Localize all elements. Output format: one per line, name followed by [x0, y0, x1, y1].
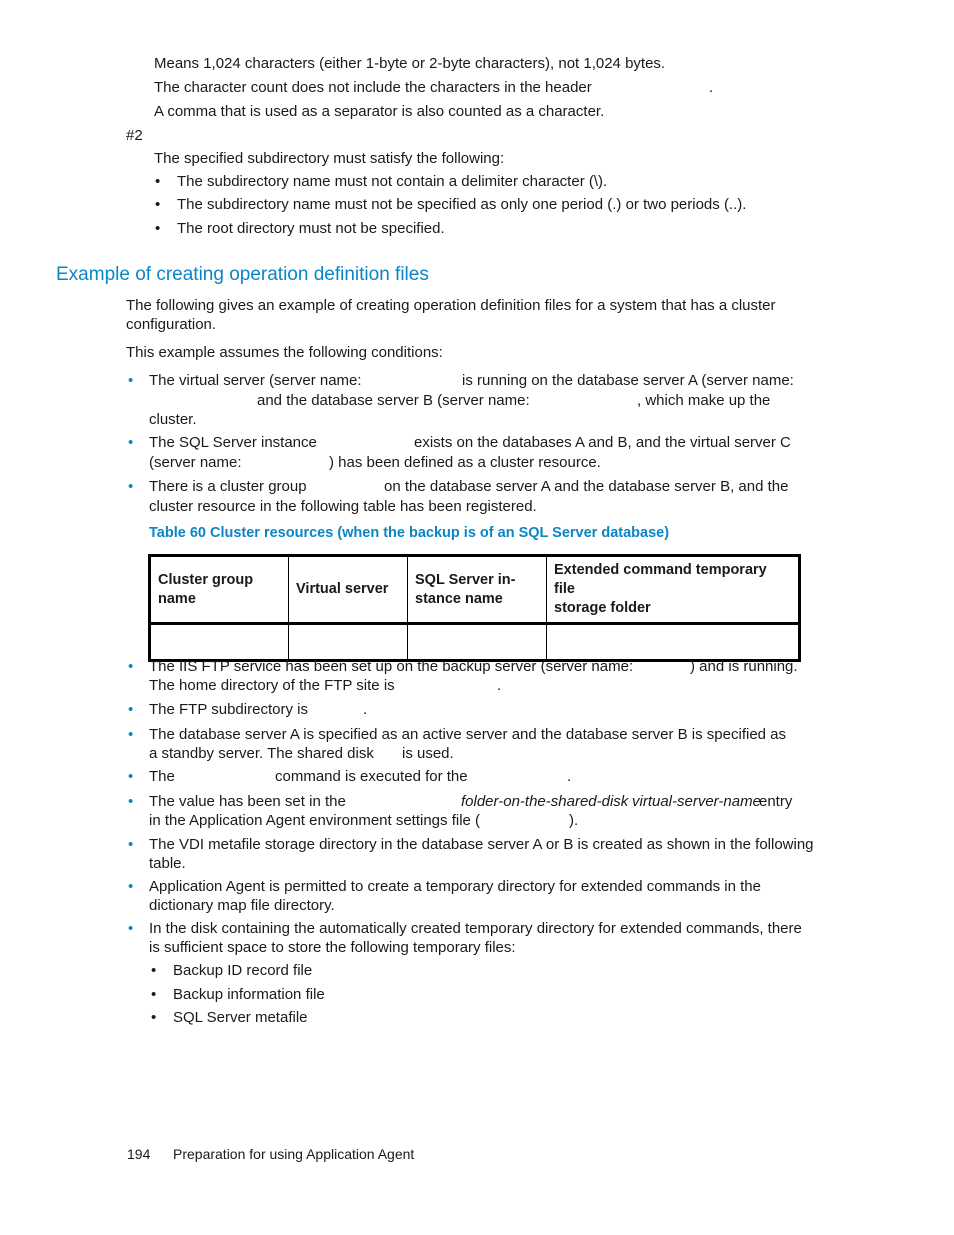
condition-text: The SQL Server instance — [149, 434, 317, 451]
note-label: #2 — [126, 127, 143, 144]
bullet-icon: • — [128, 434, 134, 451]
condition-text: Application Agent is permitted to create a temporary directory for extended commands in the — [149, 878, 761, 895]
table-cell — [289, 624, 408, 661]
table-header-row — [150, 556, 800, 624]
table-cell — [547, 624, 800, 661]
section-heading: Example of creating operation definition files — [56, 264, 429, 285]
footer-title: Preparation for using Application Agent — [173, 1146, 415, 1162]
text-line: The specified subdirectory must satisfy the following: — [154, 150, 505, 167]
column-header: Virtual server — [289, 556, 408, 624]
column-header: SQL Server in- stance name — [408, 556, 547, 624]
condition-text: The — [149, 768, 175, 785]
condition-text: . — [497, 677, 502, 694]
condition-text: in the Application Agent environment settings file ( — [149, 812, 481, 829]
condition-text: The FTP subdirectory is — [149, 701, 308, 718]
condition-text: The database server A is specified as an active server and the database server B is specified as — [149, 726, 787, 743]
condition-text: exists on the databases A and B, and the virtual server C — [414, 434, 791, 451]
condition-text: cluster resource in the following table has been registered. — [149, 498, 537, 515]
bullet-icon: • — [155, 173, 161, 190]
paragraph-line: configuration. — [126, 316, 217, 333]
condition-text: The value has been set in the — [149, 793, 346, 810]
condition-text: command is executed for the — [275, 768, 468, 785]
condition-text: The IIS FTP service has been set up on the backup server (server name: — [149, 658, 634, 675]
list-item: SQL Server metafile — [173, 1009, 308, 1026]
text-fragment: . — [709, 79, 714, 96]
bullet-icon: • — [128, 658, 134, 675]
condition-text: ) has been defined as a cluster resource. — [329, 454, 601, 471]
bullet-icon: • — [155, 196, 161, 213]
list-item: The subdirectory name must not contain a delimiter character (\). — [177, 173, 608, 190]
condition-text: The virtual server (server name: — [149, 372, 362, 389]
text-line: Means 1,024 characters (either 1-byte or 2-byte characters), not 1,024 bytes. — [154, 55, 666, 72]
text-line: A comma that is used as a separator is also counted as a character. — [154, 103, 605, 120]
condition-text: ) and is running. — [690, 658, 798, 675]
table-cell — [150, 624, 289, 661]
condition-text: The VDI metafile storage directory in the database server A or B is created as shown in the following — [149, 836, 814, 853]
list-item: Backup information file — [173, 986, 325, 1003]
list-item: The root directory must not be specified. — [177, 220, 445, 237]
condition-text: a standby server. The shared disk — [149, 745, 374, 762]
condition-text: table. — [149, 855, 186, 872]
condition-text: The home directory of the FTP site is — [149, 677, 395, 694]
condition-text: cluster. — [149, 411, 197, 428]
list-item: The subdirectory name must not be specified as only one period (.) or two periods (..). — [177, 196, 747, 213]
page-number: 194 — [127, 1146, 151, 1162]
bullet-icon: • — [128, 920, 134, 937]
bullet-icon: • — [151, 1009, 157, 1026]
paragraph-line: The following gives an example of creating operation definition files for a system that has a cluster — [126, 297, 776, 314]
condition-text: entry — [759, 793, 793, 810]
condition-text: . — [363, 701, 368, 718]
text-line: The character count does not include the characters in the header — [154, 79, 592, 96]
bullet-icon: • — [128, 793, 134, 810]
paragraph-line: This example assumes the following conditions: — [126, 344, 443, 361]
bullet-icon: • — [128, 836, 134, 853]
bullet-icon: • — [151, 986, 157, 1003]
bullet-icon: • — [128, 701, 134, 718]
bullet-icon: • — [128, 726, 134, 743]
bullet-icon: • — [128, 372, 134, 389]
condition-text: is sufficient space to store the following temporary files: — [149, 939, 516, 956]
column-header: Cluster group name — [150, 556, 289, 624]
table-cell — [408, 624, 547, 661]
condition-text: ). — [569, 812, 579, 829]
condition-text: There is a cluster group — [149, 478, 307, 495]
condition-text: , which make up the — [637, 392, 771, 409]
list-item: Backup ID record file — [173, 962, 313, 979]
condition-text: dictionary map file directory. — [149, 897, 335, 914]
condition-text: on the database server A and the database server B, and the — [384, 478, 789, 495]
condition-text: and the database server B (server name: — [257, 392, 530, 409]
bullet-icon: • — [155, 220, 161, 237]
column-header: Extended command temporary file storage folder — [547, 556, 800, 624]
condition-text-italic: folder-on-the-shared-disk — [461, 793, 629, 810]
condition-text: . — [567, 768, 572, 785]
condition-text: (server name: — [149, 454, 242, 471]
condition-text: is used. — [402, 745, 454, 762]
bullet-icon: • — [128, 768, 134, 785]
condition-text-italic: virtual-server-name — [632, 793, 761, 810]
condition-text: In the disk containing the automatically created temporary directory for extended commands, there — [149, 920, 802, 937]
condition-text: is running on the database server A (server name: — [462, 372, 794, 389]
table-row — [150, 624, 800, 661]
cluster-resources-table — [148, 554, 801, 662]
bullet-icon: • — [151, 962, 157, 979]
table-caption: Table 60 Cluster resources (when the backup is of an SQL Server database) — [149, 525, 670, 541]
bullet-icon: • — [128, 478, 134, 495]
bullet-icon: • — [128, 878, 134, 895]
